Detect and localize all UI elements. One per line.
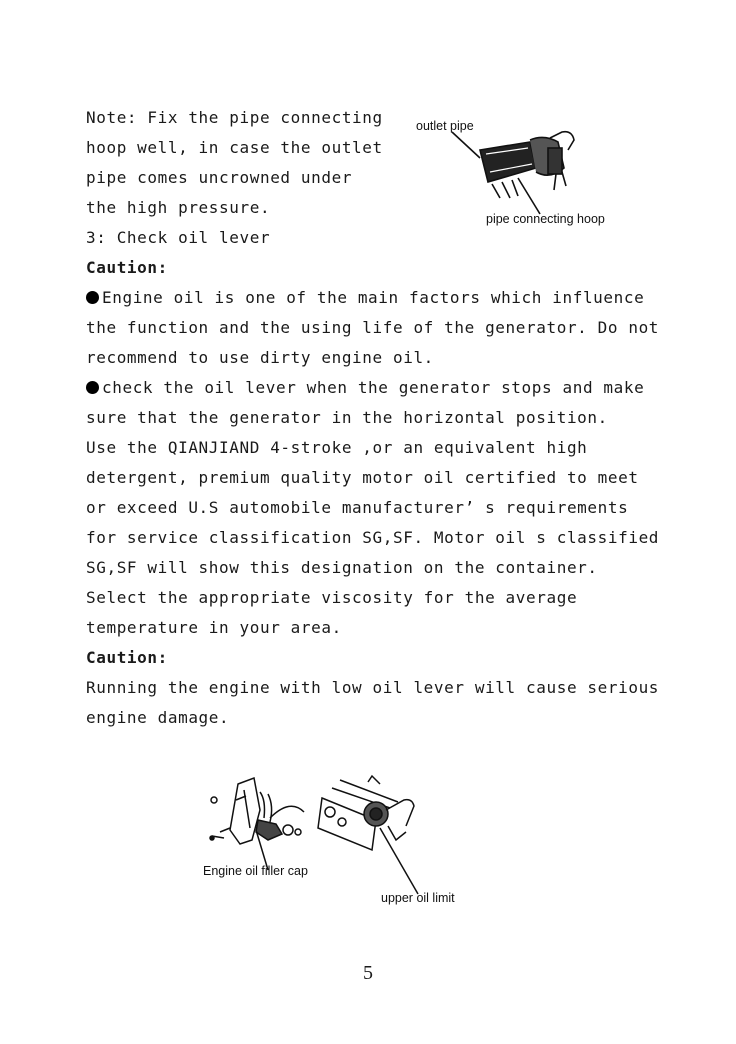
pipe-hoop-label: pipe connecting hoop	[486, 212, 605, 226]
bullet-dot-icon	[86, 381, 99, 394]
para-line-7: temperature in your area.	[86, 618, 342, 637]
outlet-pipe-illustration	[440, 128, 590, 218]
para-line-4: for service classification SG,SF. Motor oil s classified	[86, 528, 660, 547]
note-line-3: pipe comes uncrowned under	[86, 168, 353, 187]
outlet-pipe-label: outlet pipe	[416, 119, 474, 133]
bullet-1-text-a: Engine oil is one of the main factors which influence	[102, 288, 645, 307]
step-heading: 3: Check oil lever	[86, 228, 271, 247]
para-line-3: or exceed U.S automobile manufacturer’ s requirements	[86, 498, 629, 517]
warning-line-2: engine damage.	[86, 708, 230, 727]
bullet-dot-icon	[86, 291, 99, 304]
note-line-4: the high pressure.	[86, 198, 271, 217]
para-line-5: SG,SF will show this designation on the container.	[86, 558, 598, 577]
bullet-1-line-a	[86, 288, 644, 308]
bullet-2-line-a	[86, 378, 644, 398]
bullet-1-line-b: the function and the using life of the generator. Do not	[86, 318, 660, 337]
bullet-2-text-a: check the oil lever when the generator stops and make	[102, 378, 645, 397]
caution-heading-1: Caution:	[86, 258, 168, 277]
page-number: 5	[363, 962, 373, 984]
para-line-2: detergent, premium quality motor oil certified to meet	[86, 468, 639, 487]
caution-heading-2: Caution:	[86, 648, 168, 667]
bullet-2-line-b: sure that the generator in the horizontal position.	[86, 408, 608, 427]
warning-line-1: Running the engine with low oil lever will cause serious	[86, 678, 660, 697]
para-line-1: Use the QIANJIAND 4-stroke ,or an equivalent high	[86, 438, 588, 457]
upper-oil-limit-label: upper oil limit	[381, 891, 455, 905]
bullet-1-line-c: recommend to use dirty engine oil.	[86, 348, 434, 367]
note-line-2: hoop well, in case the outlet	[86, 138, 383, 157]
note-line-1: Note: Fix the pipe connecting	[86, 108, 383, 127]
oil-filler-illustration	[200, 770, 440, 900]
engine-oil-filler-cap-label: Engine oil filler cap	[203, 864, 308, 878]
para-line-6: Select the appropriate viscosity for the average	[86, 588, 578, 607]
